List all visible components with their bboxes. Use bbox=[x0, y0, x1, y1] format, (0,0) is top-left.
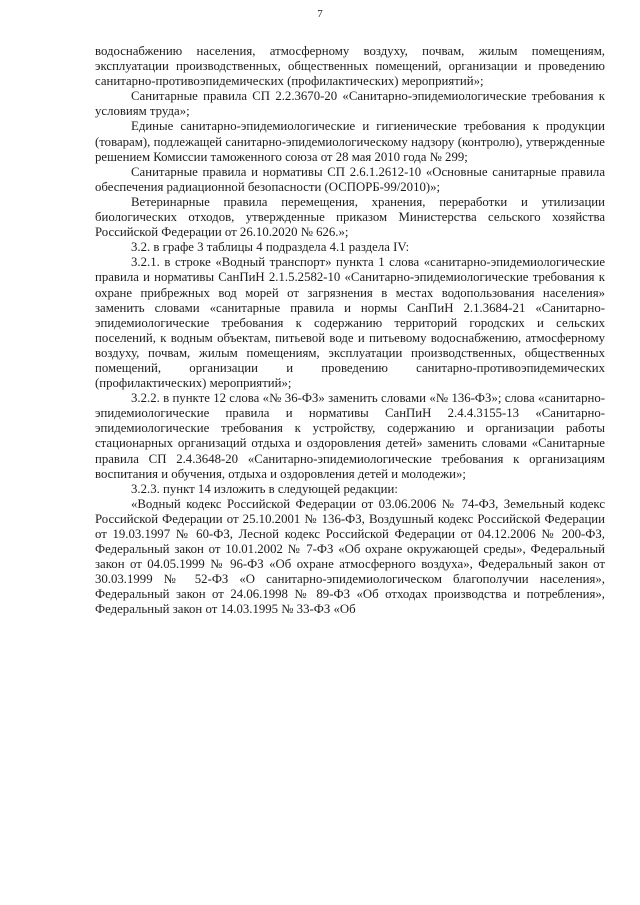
page-number: 7 bbox=[317, 8, 323, 20]
paragraph-sp-2-2-3670-20: Санитарные правила СП 2.2.3670-20 «Санитарно-эпидемиологические требования к условиям труда»; bbox=[95, 89, 605, 119]
paragraph-legislation-list: «Водный кодекс Российской Федерации от 03.06.2006 № 74-ФЗ, Земельный кодекс Российской Федерации от 25.10.2001 № 136-ФЗ, Воздушный кодекс Российской Федерации от 19.03.1997 № 60-ФЗ, Лесной кодекс Российской Федерации от 04.12.2006 № 200-ФЗ, Федеральный закон от 10.01.2002 № 7-ФЗ «Об охране окружающей среды», Федеральный закон от 04.05.1999 № 96-ФЗ «Об охране атмосферного воздуха», Федеральный закон от 30.03.1999 № 52-ФЗ «О санитарно-эпидемиологическом благополучии населения», Федеральный закон от 24.06.1998 № 89-ФЗ «Об отходах производства и потребления», Федеральный закон от 14.03.1995 № 33-ФЗ «Об bbox=[95, 496, 605, 617]
paragraph-3-2-2: 3.2.2. в пункте 12 слова «№ 36-ФЗ» заменить словами «№ 136-ФЗ»; слова «санитарно-эпидемиологические правила и нормативы СанПиН 2.4.4.3155-13 «Санитарно-эпидемиологические требования к устройству, содержанию и организации работы стационарных организаций отдыха и оздоровления детей» заменить словами «Санитарные правила СП 2.4.3648-20 «Санитарно-эпидемиологические требования к организациям воспитания и обучения, отдыха и оздоровления детей и молодежи»; bbox=[95, 391, 605, 481]
paragraph-veterinary-rules: Ветеринарные правила перемещения, хранения, переработки и утилизации биологических отходов, утвержденные приказом Министерства сельского хозяйства Российской Федерации от 26.10.2020 № 626.»; bbox=[95, 194, 605, 240]
paragraph-unified-requirements: Единые санитарно-эпидемиологические и гигиенические требования к продукции (товарам), подлежащей санитарно-эпидемиологическому надзору (контролю), утвержденные решением Комиссии таможенного союза от 28 мая 2010 года № 299; bbox=[95, 119, 605, 164]
paragraph-3-2: 3.2. в графе 3 таблицы 4 подраздела 4.1 раздела IV: bbox=[131, 240, 410, 255]
paragraph-3-2-1: 3.2.1. в строке «Водный транспорт» пункта 1 слова «санитарно-эпидемиологические правила и нормативы СанПиН 2.1.5.2582-10 «Санитарно-эпидемиологические требования к охране прибрежных вод морей от загрязнения в местах водопользования населения» заменить словами «санитарные правила и нормы СанПиН 2.1.3684-21 «Санитарно-эпидемиологические требования к содержанию территорий городских и сельских поселений, к водным объектам, питьевой воде и питьевому водоснабжению, атмосферному воздуху, почвам, жилым помещениям, эксплуатации производственных, общественных помещений, организации и проведению санитарно-противоэпидемических (профилактических) мероприятий»; bbox=[95, 255, 605, 391]
paragraph-3-2-3: 3.2.3. пункт 14 изложить в следующей редакции: bbox=[131, 481, 398, 496]
document-body bbox=[95, 44, 605, 618]
paragraph-osporb: Санитарные правила и нормативы СП 2.6.1.2612-10 «Основные санитарные правила обеспечения радиационной безопасности (ОСПОРБ-99/2010)»; bbox=[95, 164, 605, 194]
paragraph-continuation: водоснабжению населения, атмосферному воздуху, почвам, жилым помещениям, эксплуатации производственных, общественных помещений, организации и проведению санитарно-противоэпидемических (профилактических) мероприятий»; bbox=[95, 44, 605, 89]
